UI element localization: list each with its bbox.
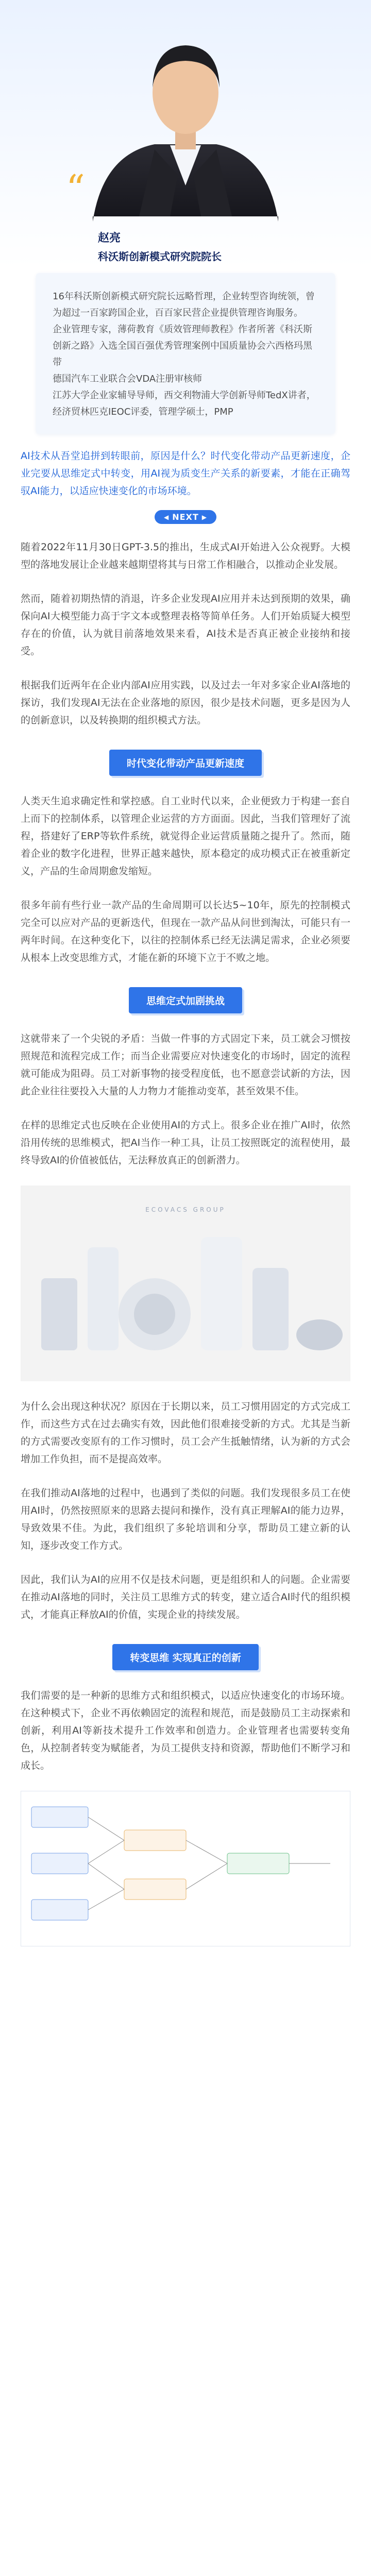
bio-line: 16年科沃斯创新模式研究院长远略哲理，企业转型咨询统领，曾为超过一百家跨国企业，百百家民营企业提供管理咨询服务。	[53, 291, 315, 318]
product-lineup-image	[21, 1185, 350, 1381]
section-title-1: 时代变化带动产品更新速度	[109, 750, 262, 776]
body-section-c	[0, 1030, 371, 1169]
next-divider	[0, 500, 371, 538]
bio-line: 企业管理专家，薄荷教育《质效管理师教程》作者所著《科沃斯创新之路》入选全国百强优秀管理案例中国质量协会六西格玛黑带	[53, 324, 312, 368]
section-title-3: 转变思维 实现真正的创新	[112, 1644, 259, 1670]
section-title-2: 思维定式加剧挑战	[129, 987, 242, 1013]
product-illustration	[21, 1185, 350, 1381]
paragraph: 这就带来了一个尖锐的矛盾：当做一件事的方式固定下来，员工就会习惯按照规范和流程完成工作；而当企业需要应对快速变化的市场时，固定的流程就可能成为阻碍。员工对新事物的接受程度低，也不愿意尝试新的方法，因此企业往往要投入大量的人力物力才能推动变革，甚至效果不佳。	[21, 1033, 350, 1097]
author-name: 赵亮	[98, 231, 121, 244]
bio-line: 德国汽车工业联合会VDA注册审核师	[53, 374, 203, 384]
paragraph: 在样的思维定式也反映在企业使用AI的方式上。很多企业在推广AI时，依然沿用传统的思维模式，把AI当作一种工具，让员工按照既定的流程使用，最终导致AI的价值被低估，无法释放真正的创新潜力。	[21, 1120, 350, 1166]
chevron-left-icon: ◀	[163, 513, 170, 521]
paragraph: 我们需要的是一种新的思维方式和组织模式，以适应快速变化的市场环境。在这种模式下，企业不再依赖固定的流程和规范，而是鼓励员工主动探索和创新，利用AI等新技术提升工作效率和创造力。企业管理者也需要转变角色，从控制者转变为赋能者，为员工提供支持和资源，帮助他们不断学习和成长。	[21, 1690, 350, 1771]
bio-line: 江苏大学企业家辅导导师，西交利物浦大学创新导师TedX讲者，经济贸林匹克IEOC评委，管理学硕士，PMP	[53, 390, 316, 417]
bio-card	[36, 273, 335, 434]
section-heading	[0, 983, 371, 1030]
author-block	[98, 229, 222, 263]
paragraph: 在我们推动AI落地的过程中，也遇到了类似的问题。我们发现很多员工在使用AI时，仍然按照原来的思路去提问和操作，没有真正理解AI的能力边界，导致效果不佳。为此，我们组织了多轮培训和分享，帮助员工建立新的认知，逐步改变工作方式。	[21, 1487, 350, 1551]
bio-section	[0, 268, 371, 434]
body-section-a	[0, 538, 371, 729]
quote-mark-icon: “	[66, 167, 85, 210]
next-badge	[155, 510, 216, 524]
brand-logo-text: ECOVACS GROUP	[145, 1206, 226, 1213]
body-section-e	[0, 1687, 371, 1774]
paragraph: 随着2022年11月30日GPT-3.5的推出，生成式AI开始进入公众视野。大模型的落地发展让企业越来越期望将其与日常工作相融合，以推动企业发展。	[21, 541, 350, 570]
paragraph: 因此，我们认为AI的应用不仅是技术问题，更是组织和人的问题。企业需要在推动AI落地的同时，关注员工思维方式的转变，建立适合AI时代的组织模式，才能真正释放AI的价值，实现企业的持续发展。	[21, 1574, 350, 1620]
author-title: 科沃斯创新模式研究院院长	[98, 251, 222, 263]
intro-section	[0, 434, 371, 500]
paragraph: 为什么会出现这种状况？原因在于长期以来，员工习惯用固定的方式完成工作，而这些方式在过去确实有效，因此他们很难接受新的方式。尤其是当新的方式需要改变原有的工作习惯时，员工会产生抵触情绪，认为新的方式会增加工作负担，而不是提高效率。	[21, 1401, 350, 1465]
chevron-right-icon: ▶	[201, 513, 208, 521]
body-section-d	[0, 1398, 371, 1623]
flow-diagram	[21, 1791, 350, 1946]
intro-text: AI技术从吾堂追拼到转眼前，原因是什么？时代变化带动产品更新速度，企业完要从思维定式中转变，用AI视为质变生产关系的新要素，才能在正确驾驭AI能力，以适应快速变化的市场环境。	[21, 450, 350, 497]
body-section-b	[0, 792, 371, 967]
paragraph: 很多年前有些行业一款产品的生命周期可以长达5~10年，原先的控制模式完全可以应对产品的更新迭代，但现在一款产品从问世到淘汰，可能只有一两年时间。在这种变化下，以往的控制体系已经无法满足需求，企业必须要从根本上改变思维方式，才能在新的环境下立于不败之地。	[21, 900, 350, 963]
paragraph: 人类天生追求确定性和掌控感。自工业时代以来，企业便致力于构建一套自上而下的控制体系，以管理企业运营的方方面面。因此，当我们管理好了流程，搭建好了ERP等软件系统，就觉得企业运营质量随之提升了。然而，随着企业的数字化进程，世界正越来越快，原本稳定的成功模式正在被重新定义，产品的生命周期愈发缩短。	[21, 795, 350, 877]
hero-header	[0, 0, 371, 268]
section-heading	[0, 1640, 371, 1687]
paragraph: 根据我们近两年在企业内部AI应用实践，以及过去一年对多家企业AI落地的探访，我们发现AI无法在企业落地的原因，很少是技术问题，更多是因为人的创新意识，以及转换期的组织模式方法。	[21, 680, 350, 726]
paragraph: 然而，随着初期热情的消退，许多企业发现AI应用并未达到预期的效果，确保向AI大模型能力高于字文本或整理表格等简单任务。人们开始质疑大模型存在的价值，认为就目前落地效果来看，AI技术是否真正被企业接纳和接受。	[21, 593, 350, 657]
flow-diagram-graphic	[21, 1791, 350, 1945]
section-heading	[0, 745, 371, 792]
next-label: NEXT	[172, 512, 199, 522]
author-portrait	[0, 0, 371, 268]
